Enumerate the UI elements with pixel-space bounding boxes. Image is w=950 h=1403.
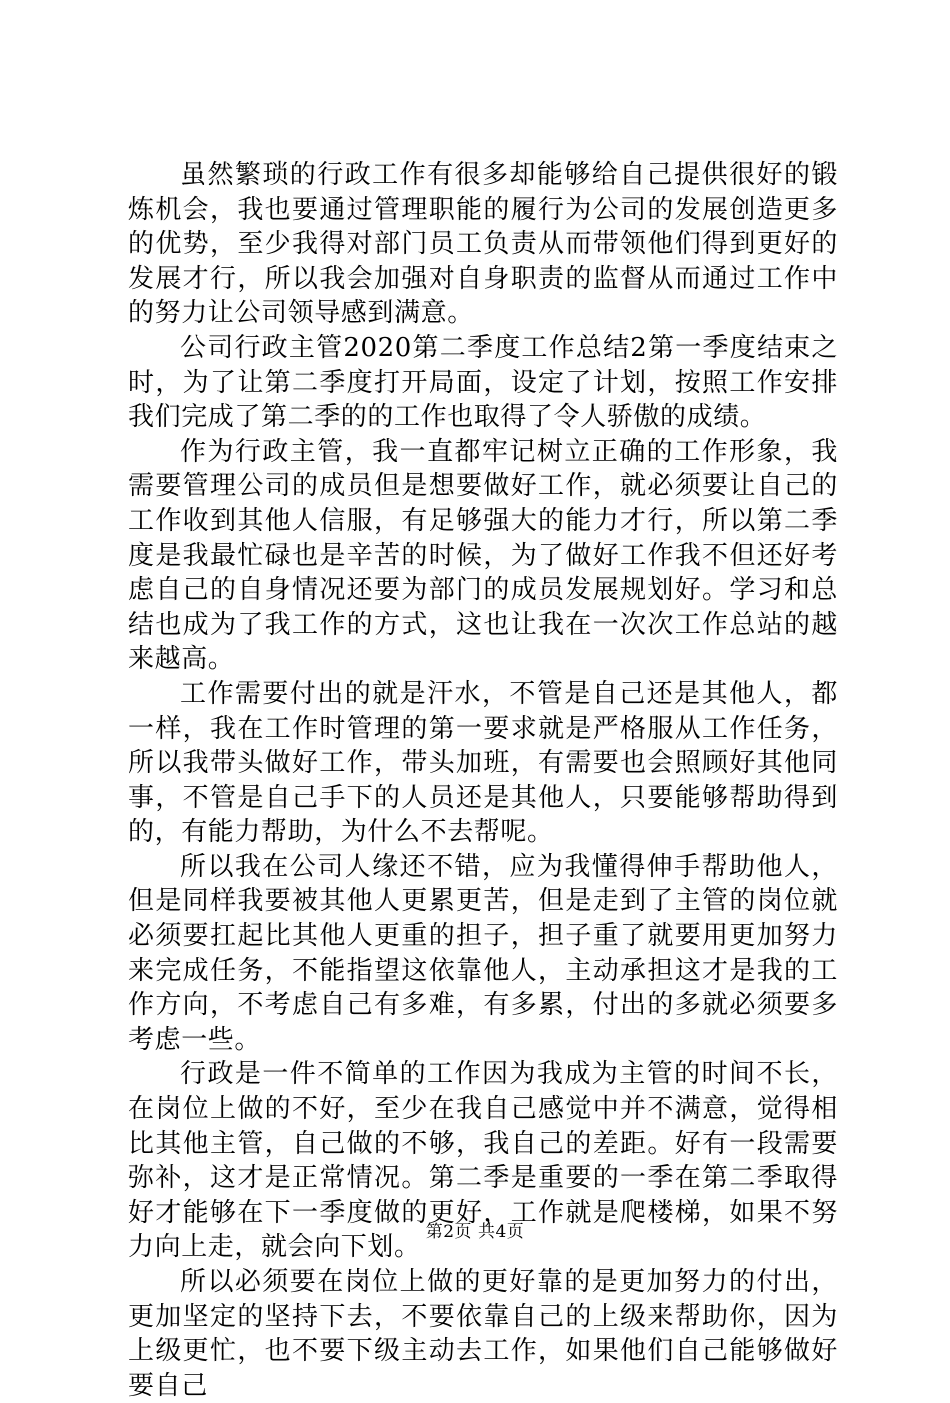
body-paragraph: 所以必须要在岗位上做的更好靠的是更加努力的付出，更加坚定的坚持下去，不要依靠自己的上级来帮助你，因为上级更忙，也不要下级主动去工作，如果他们自己能够做好要自己 xyxy=(128,1267,838,1401)
body-paragraph: 工作需要付出的就是汗水，不管是自己还是其他人，都一样，我在工作时管理的第一要求就是严格服从工作任务，所以我带头做好工作，带头加班，有需要也会照顾好其他同事，不管是自己手下的人员还是其他人，只要能够帮助得到的，有能力帮助，为什么不去帮呢。 xyxy=(128,678,838,848)
body-paragraph: 行政是一件不简单的工作因为我成为主管的时间不长，在岗位上做的不好，至少在我自己感觉中并不满意，觉得相比其他主管，自己做的不够，我自己的差距。好有一段需要弥补，这才是正常情况。第二季是重要的一季在第二季取得好才能够在下一季度做的更好，工作就是爬楼梯，如果不努力向上走，就会向下划。 xyxy=(128,1059,838,1263)
body-paragraph: 作为行政主管，我一直都牢记树立正确的工作形象，我需要管理公司的成员但是想要做好工作，就必须要让自己的工作收到其他人信服，有足够强大的能力才行，所以第二季度是我最忙碌也是辛苦的时候，为了做好工作我不但还好考虑自己的自身情况还要为部门的成员发展规划好。学习和总结也成为了我工作的方式，这也让我在一次次工作总站的越来越高。 xyxy=(128,436,838,675)
body-paragraph: 公司行政主管2020第二季度工作总结2第一季度结束之时，为了让第二季度打开局面，设定了计划，按照工作安排我们完成了第二季的的工作也取得了令人骄傲的成绩。 xyxy=(128,332,838,433)
body-paragraph: 虽然繁琐的行政工作有很多却能够给自己提供很好的锻炼机会，我也要通过管理职能的履行为公司的发展创造更多的优势，至少我得对部门员工负责从而带领他们得到更好的发展才行，所以我会加强对自身职责的监督从而通过工作中的努力让公司领导感到满意。 xyxy=(128,160,838,329)
page-number-footer: 第2页 共4页 xyxy=(425,1222,525,1242)
body-paragraph: 所以我在公司人缘还不错，应为我懂得伸手帮助他人，但是同样我要被其他人更累更苦，但是走到了主管的岗位就必须要扛起比其他人更重的担子，担子重了就要用更加努力来完成任务，不能指望这依靠他人，主动承担这才是我的工作方向，不考虑自己有多难，有多累，付出的多就必须要多考虑一些。 xyxy=(128,851,838,1055)
